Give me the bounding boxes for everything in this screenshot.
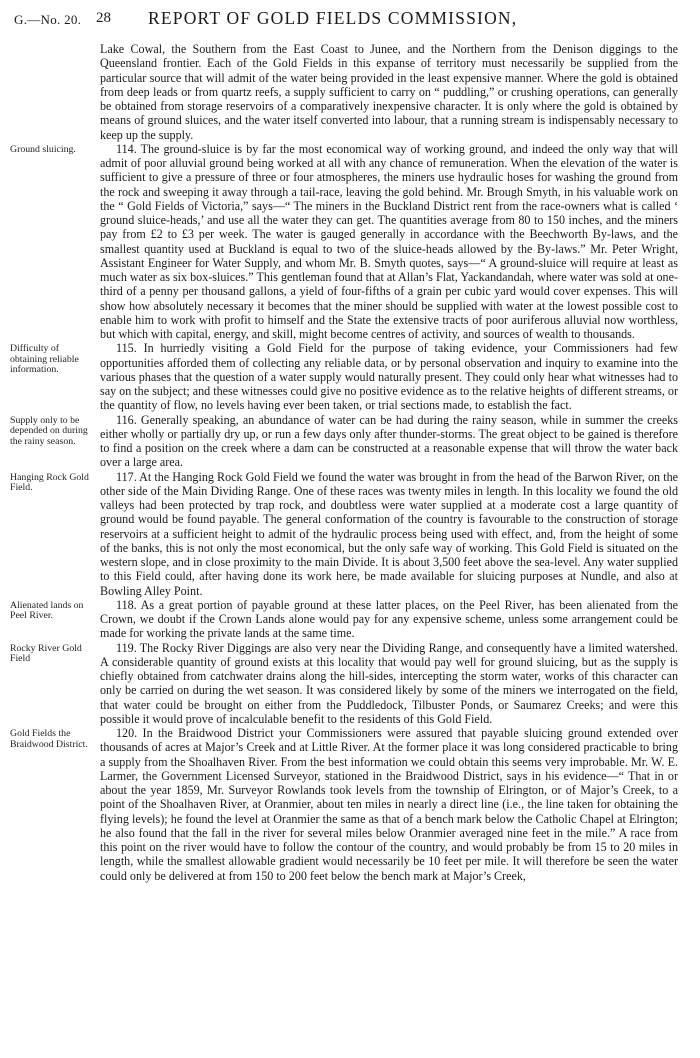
paragraph-continued: [0, 42, 700, 142]
margin-note: Rocky River Gold Field: [10, 642, 82, 665]
document-reference: G.—No. 20.: [14, 12, 82, 27]
margin-note: Hanging Rock Gold Field.: [10, 471, 89, 494]
margin-note: Ground sluicing.: [10, 143, 76, 155]
paragraph-114: [0, 142, 700, 342]
paragraph-text: 119. The Rocky River Diggings are also very near the Dividing Range, and consequently have a limited watershed. A considerable quantity of ground exists at this locality that would pay well for ground sluicing, but as the supply is chiefly obtained from catchwater drains along the hill-sides, intercepting the storm water, works of this character can only be carried on during the wet season. It was considered likely by some of the miners we interrogated on the field, that water could be brought on either from the Puddledock, Tilbuster Ponds, or Saumarez Creeks; and were this possible it would prove of incalculable benefit to the residents of this Gold Field.: [100, 640, 678, 726]
paragraph-text: 117. At the Hanging Rock Gold Field we found the water was brought in from the head of the Barwon River, on the other side of the Main Dividing Range. One of these races was twenty miles in length. In this locality we found the old valleys had been protected by trap rock, and doubtless were water supplied at a moderate cost a large quantity of ground would be found payable. The general conformation of the country is favourable to the construction of storage reservoirs at a sufficient height to admit of the hydraulic process being used with effect, and, from the height of some of the banks, this is not only the most economical, but the only safe way of working. This Gold Field is situated on the western slope, and in close proximity to the main Divide. It is about 3,500 feet above the sea-level. Any water supplied to this Field could, after having done its work here, be made available for sluicing purposes at Nundle, and also at Bowling Alley Point.: [100, 469, 678, 598]
margin-note: Supply only to be depended on during the rainy season.: [10, 414, 88, 447]
paragraph-text: 115. In hurriedly visiting a Gold Field for the purpose of taking evidence, your Commissioners had few opportunities afforded them of collecting any reliable data, or by personal observation and inquiry to examine into the various phases that the question of a water supply would naturally present. They could only hear what witnesses had to say on the subject; and these witnesses could give no positive evidence as to the relative heights of different streams, or the quantity of flow, no levels having ever been taken, or trial sections made, to establish the fact.: [100, 341, 678, 413]
running-title: REPORT OF GOLD FIELDS COMMISSION,: [148, 8, 518, 28]
page-header: [0, 8, 700, 38]
paragraph-116: [0, 413, 700, 470]
paragraph-text: 118. As a great portion of payable ground at these latter places, on the Peel River, has been alienated from the Crown, we doubt if the Crown Lands alone would pay for any expensive scheme, unless some arrangement could be made for working the private lands at the same time.: [100, 597, 678, 641]
margin-note: Gold Fields the Braidwood District.: [10, 728, 88, 750]
margin-note: Alienated lands on Peel River.: [10, 599, 84, 622]
paragraph-text: 116. Generally speaking, an abundance of water can be had during the rainy season, while in summer the creeks either wholly or partially dry up, or run a few days only after thunder-storms. The great object to be gained is therefore to find a position on the creek where a dam can be constructed at a reasonable expense that will throw the water back over a large area.: [100, 412, 678, 470]
paragraph-117: [0, 470, 700, 598]
paragraph-115: [0, 341, 700, 412]
paragraph-120: [0, 726, 700, 883]
paragraph-text: 114. The ground-sluice is by far the most economical way of working ground, and indeed the only way that will admit of poor alluvial ground being worked at all with any chance of remuneration. When the elevation of the water is sufficient to give a pressure of three or four atmospheres, the miners use hydraulic hoses for washing the ground from the rock and sweeping it away through a tail-race, leaving the gold behind. Mr. Brough Smyth, in his valuable work on the “ Gold Fields of Victoria,” says—“ The miners in the Buckland District rent from the race-owners what is called ‘ ground sluice-heads,’ and use all the water they can get. The quantities average from 80 to 150 inches, and the miners pay from £2 to £3 per week. The water is gauged generally in accordance with the Beechworth By-laws, and the smallest quantity used at Buckland is equal to two of the sluice-heads allowed by the By-laws.” Mr. Peter Wright, Assistant Engineer for Water Supply, and whom Mr. B. Smyth quotes, says—“ A ground-sluice will require at least as much water as six box-sluices.” This gentleman found that at Allan’s Flat, Yackandandah, where water was sold at one-third of a penny per thousand gallons, a yield of four-fifths of a grain per cubic yard would cover expenses. This will show how absolutely necessary it becomes that the miner should be supplied with water at the lowest possible cost to enable him to work with profit to himself and the State the extensive tracts of poor auriferous alluvial now worthless, but which with capital, energy, and skill, might become centres of activity, and sources of wealth to thousands.: [100, 141, 678, 341]
paragraph-text: Lake Cowal, the Southern from the East Coast to Junee, and the Northern from the Denison diggings to the Queensland frontier. Each of the Gold Fields in this expanse of territory must necessarily be supplied from the particular source that will admit of the water being provided in the least expensive manner. Where the gold is obtained from deep leads or from quartz reefs, a supply sufficient to carry on “ puddling,” or crushing operations, can generally be obtained from storage reservoirs of a comparatively inexpensive character. It is only where the gold is obtained by means of ground sluices, and the water itself converted into labour, that a running stream is indispensably necessary to keep up the supply.: [100, 42, 678, 142]
page-number: 28: [96, 10, 111, 26]
paragraph-text: 120. In the Braidwood District your Commissioners were assured that payable sluicing ground extended over thousands of acres at Major’s Creek and at Little River. At the former place it was long considered practicable to bring a supply from the Shoalhaven River. From the best information we could obtain this seems very improbable. Mr. W. E. Larmer, the Government Licensed Surveyor, stationed in the Braidwood District, says in his evidence—“ That in or about the year 1859, Mr. Surveyor Rowlands took levels from the township of Elrington, or of Major’s Creek, to a point of the Shoalhaven River, at Oranmier, about ten miles in nearly a direct line (i.e., the line taken for obtaining the flying levels); he found the level at Oranmier the same as that of a bench mark below the Catholic Chapel at Elrington; he also found that the fall in the river for several miles below Oranmier averaged nine feet in the mile.” A race from this point on the river would have to follow the contour of the country, and would probably be from 15 to 20 miles in length, while the smallest allowable gradient would necessarily be 10 feet per mile. It will therefore be seen the water could only be delivered at from 150 to 200 feet below the bench mark at Major’s Creek,: [100, 726, 678, 883]
page-body: [0, 42, 700, 883]
paragraph-118: [0, 598, 700, 641]
margin-note: Difficulty of obtaining reliable information.: [10, 343, 79, 376]
paragraph-119: [0, 641, 700, 727]
